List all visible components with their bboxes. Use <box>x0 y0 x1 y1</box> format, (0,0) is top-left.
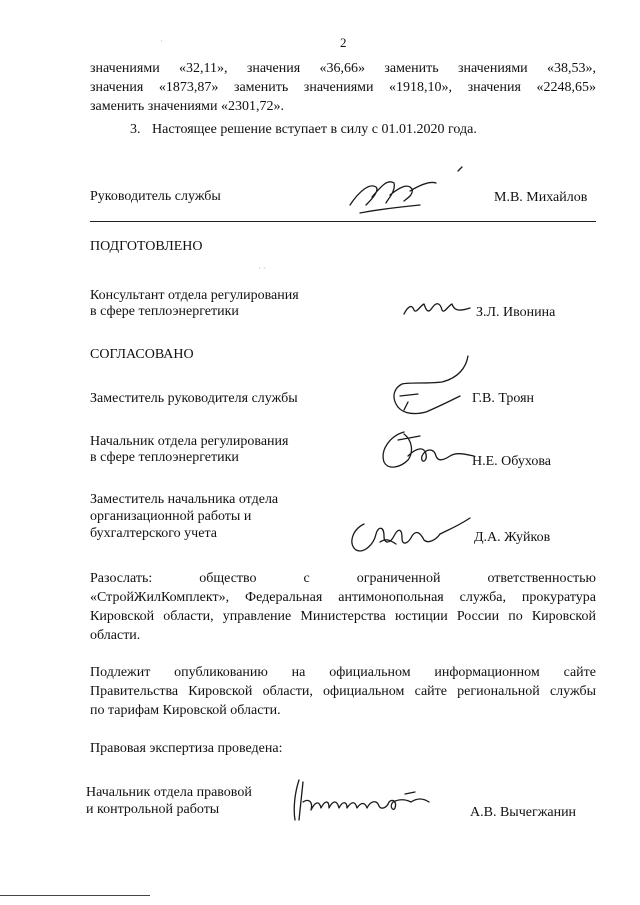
signer-3-name: Д.А. Жуйков <box>474 530 551 545</box>
signer-2-signature <box>374 420 484 480</box>
signer-2-position-line-2: в сфере теплоэнергетики <box>90 450 239 465</box>
prepared-name: З.Л. Ивонина <box>476 305 556 320</box>
amendment-line-3: заменить значениями «2301,72». <box>90 99 285 114</box>
prepared-heading: ПОДГОТОВЛЕНО <box>90 239 203 254</box>
item-3-number: 3. <box>130 122 141 137</box>
distribution-line-3: Кировской области, управление Министерства юстиции России по Кировской <box>90 609 596 624</box>
footer-rule <box>0 895 150 896</box>
head-signature <box>330 165 470 220</box>
legal-signature <box>285 772 445 827</box>
distribution-line-4: области. <box>90 628 141 643</box>
page-number: 2 <box>340 35 347 50</box>
publication-line-1: Подлежит опубликованию на официальном информационном сайте <box>90 665 596 680</box>
head-position: Руководитель службы <box>90 189 221 204</box>
signer-1-position: Заместитель руководителя службы <box>90 391 298 406</box>
amendment-paragraph <box>90 59 596 116</box>
legal-heading: Правовая экспертиза проведена: <box>90 741 283 756</box>
signer-3-position-line-2: организационной работы и <box>90 509 252 524</box>
head-name: М.В. Михайлов <box>494 190 588 205</box>
distribution-line-1: Разослать: общество с ограниченной ответственностью <box>90 571 596 586</box>
legal-name: А.В. Вычегжанин <box>470 805 577 820</box>
item-3-text: Настоящее решение вступает в силу с 01.01.2020 года. <box>152 122 477 137</box>
signer-3-position-line-3: бухгалтерского учета <box>90 526 217 541</box>
head-separator-line <box>90 221 596 222</box>
signer-1-signature <box>380 350 480 430</box>
signer-2-position-line-1: Начальник отдела регулирования <box>90 434 289 449</box>
prepared-position-line-1: Консультант отдела регулирования <box>90 288 299 303</box>
legal-position-line-2: и контрольной работы <box>86 802 220 817</box>
distribution-paragraph <box>90 569 596 645</box>
amendment-line-2: значения «1873,87» заменить значениями «1918,10», значения «2248,65» <box>90 80 596 95</box>
distribution-line-2: «СтройЖилКомплект», Федеральная антимонопольная служба, прокуратура <box>90 590 596 605</box>
agreed-heading: СОГЛАСОВАНО <box>90 347 194 362</box>
publication-paragraph <box>90 663 596 720</box>
publication-line-2: Правительства Кировской области, официальном сайте региональной службы <box>90 684 596 699</box>
scan-speck: · <box>160 36 163 46</box>
legal-position-line-1: Начальник отдела правовой <box>86 785 252 800</box>
publication-line-3: по тарифам Кировской области. <box>90 703 281 718</box>
prepared-signature <box>400 296 480 322</box>
prepared-position-line-2: в сфере теплоэнергетики <box>90 304 239 319</box>
signer-1-name: Г.В. Троян <box>472 391 535 406</box>
signer-3-signature <box>340 510 480 560</box>
amendment-line-1: значениями «32,11», значения «36,66» заменить значениями «38,53», <box>90 61 596 76</box>
signer-2-name: Н.Е. Обухова <box>472 454 551 469</box>
signer-3-position-line-1: Заместитель начальника отдела <box>90 492 279 507</box>
scan-speck: · · <box>258 263 267 273</box>
